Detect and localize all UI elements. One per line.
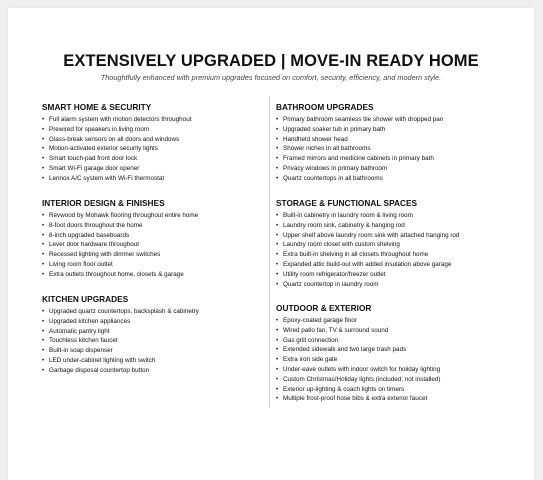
bullet-icon: • xyxy=(276,326,279,334)
list-item xyxy=(276,270,459,280)
bullet-icon: • xyxy=(276,336,279,344)
list-item xyxy=(42,164,191,174)
bullet-icon: • xyxy=(42,135,45,143)
list-item xyxy=(42,356,199,366)
list-item xyxy=(42,231,198,241)
bullet-icon: • xyxy=(276,395,279,403)
bullet-icon: • xyxy=(276,155,279,163)
list-item xyxy=(276,385,441,395)
list-item-text: LED under-cabinet lighting with switch xyxy=(49,356,156,364)
list-item-text: Upgraded quartz countertops, backsplash & cabinetry xyxy=(49,308,199,315)
list-item xyxy=(42,115,191,125)
bullet-icon: • xyxy=(276,164,279,172)
list-item xyxy=(276,240,459,250)
section-title: STORAGE & FUNCTIONAL SPACES xyxy=(276,198,418,208)
bullet-icon: • xyxy=(276,260,279,268)
list-item xyxy=(276,164,443,174)
section-title: OUTDOOR & EXTERIOR xyxy=(276,303,372,313)
list-item-text: Recessed lighting with dimmer switches xyxy=(49,251,161,259)
list-item xyxy=(42,317,199,327)
bullet-icon: • xyxy=(42,366,45,374)
list-item xyxy=(42,346,199,356)
section-kitchen xyxy=(42,294,199,376)
flyer-page xyxy=(8,8,534,480)
bullet-icon: • xyxy=(42,356,45,364)
bullet-icon: • xyxy=(42,212,45,219)
bullet-icon: • xyxy=(42,337,45,345)
bullet-icon: • xyxy=(276,135,279,143)
bullet-icon: • xyxy=(276,375,279,383)
list-item xyxy=(42,125,191,135)
section-title: SMART HOME & SECURITY xyxy=(42,102,152,112)
section-smart-home xyxy=(42,102,191,184)
list-item xyxy=(276,125,443,135)
bullet-icon: • xyxy=(42,270,45,278)
list-item-text: Custom Christmas/Holiday lights (included; not installed) xyxy=(283,375,441,383)
list-item-text: Lever door hardware throughout xyxy=(49,241,139,249)
list-item-text: Wired patio fan, TV & surround sound xyxy=(283,326,389,334)
list-item xyxy=(276,211,459,221)
list-item xyxy=(42,240,198,250)
bullet-icon: • xyxy=(42,116,45,123)
list-item-text: Lennox A/C system with Wi-Fi thermostat xyxy=(49,174,165,182)
feature-list xyxy=(276,211,459,289)
list-item-text: Under-eave outlets with indoor switch for holiday lighting xyxy=(283,365,441,373)
section-outdoor xyxy=(276,303,441,404)
list-item xyxy=(42,221,198,231)
bullet-icon: • xyxy=(42,164,45,172)
list-item-text: Laundry room closet with custom shelving xyxy=(283,241,400,249)
feature-list xyxy=(276,115,443,184)
bullet-icon: • xyxy=(276,317,279,324)
list-item xyxy=(42,307,199,317)
bullet-icon: • xyxy=(42,308,45,315)
section-interior xyxy=(42,198,198,280)
list-item xyxy=(276,154,443,164)
list-item xyxy=(42,154,191,164)
bullet-icon: • xyxy=(276,251,279,259)
bullet-icon: • xyxy=(276,280,279,288)
list-item xyxy=(276,260,459,270)
list-item-text: Expanded attic build-out with added insulation above garage xyxy=(283,260,452,268)
page-title: EXTENSIVELY UPGRADED | MOVE-IN READY HOME xyxy=(63,52,479,70)
bullet-icon: • xyxy=(42,251,45,259)
bullet-icon: • xyxy=(276,365,279,373)
list-item-text: Multiple frost-proof hose bibs & extra exterior faucet xyxy=(283,395,428,403)
list-item-text: Extra outlets throughout home, closets & garage xyxy=(49,270,184,278)
section-title: BATHROOM UPGRADES xyxy=(276,102,374,112)
feature-list xyxy=(276,316,441,404)
bullet-icon: • xyxy=(42,125,45,133)
section-bathroom xyxy=(276,102,443,184)
bullet-icon: • xyxy=(276,116,279,123)
bullet-icon: • xyxy=(276,241,279,249)
list-item-text: Smart touch-pad front door lock xyxy=(49,155,138,163)
list-item xyxy=(276,221,459,231)
list-item-text: Framed mirrors and medicine cabinets in primary bath xyxy=(283,155,434,163)
list-item-text: Upper shelf above laundry room sink with attached hanging rod xyxy=(283,231,460,239)
column-divider xyxy=(269,96,270,408)
list-item-text: Quartz countertop in laundry room xyxy=(283,280,379,288)
list-item-text: Gas grill connection xyxy=(283,336,339,344)
list-item xyxy=(42,144,191,154)
bullet-icon: • xyxy=(276,346,279,354)
bullet-icon: • xyxy=(42,174,45,182)
list-item-text: Primary bathroom seamless tile shower with dropped pan xyxy=(283,116,444,123)
bullet-icon: • xyxy=(276,145,279,153)
list-item xyxy=(276,316,441,326)
list-item-text: Handheld shower head xyxy=(283,135,348,143)
bullet-icon: • xyxy=(276,212,279,219)
feature-list xyxy=(42,211,198,280)
list-item xyxy=(42,260,198,270)
bullet-icon: • xyxy=(42,145,45,153)
list-item-text: Laundry room sink, cabinetry & hanging rod xyxy=(283,221,405,229)
list-item-text: Epoxy-coated garage floor xyxy=(283,317,357,324)
list-item-text: Living room floor outlet xyxy=(49,260,113,268)
list-item-text: Touchless kitchen faucet xyxy=(49,337,118,345)
section-storage xyxy=(276,198,459,289)
list-item-text: Extended sidewalk and two large trash pads xyxy=(283,346,407,354)
feature-list xyxy=(42,307,199,376)
bullet-icon: • xyxy=(276,221,279,229)
bullet-icon: • xyxy=(42,231,45,239)
list-item-text: Shower niches in all bathrooms xyxy=(283,145,371,153)
list-item xyxy=(276,326,441,336)
bullet-icon: • xyxy=(276,231,279,239)
list-item xyxy=(276,250,459,260)
list-item-text: 8-foot doors throughout the home xyxy=(49,221,143,229)
bullet-icon: • xyxy=(276,270,279,278)
list-item xyxy=(276,115,443,125)
bullet-icon: • xyxy=(276,174,279,182)
list-item xyxy=(42,336,199,346)
list-item xyxy=(42,327,199,337)
list-item xyxy=(276,280,459,290)
list-item xyxy=(276,375,441,385)
section-title: KITCHEN UPGRADES xyxy=(42,294,129,304)
list-item-text: Full alarm system with motion detectors throughout xyxy=(49,116,192,123)
list-item xyxy=(276,174,443,184)
list-item xyxy=(276,355,441,365)
list-item-text: Quartz countertops in all bathrooms xyxy=(283,174,383,182)
list-item xyxy=(276,231,459,241)
list-item xyxy=(42,270,198,280)
bullet-icon: • xyxy=(276,385,279,393)
list-item xyxy=(276,394,441,404)
list-item-text: Built-in cabinetry in laundry room & living room xyxy=(283,212,413,219)
bullet-icon: • xyxy=(42,260,45,268)
list-item-text: Privacy windows in primary bathroom xyxy=(283,164,388,172)
list-item xyxy=(42,366,199,376)
list-item-text: Built-in soap dispenser xyxy=(49,347,113,355)
bullet-icon: • xyxy=(42,327,45,335)
list-item xyxy=(42,174,191,184)
list-item-text: Motion-activated exterior security lights xyxy=(49,145,158,153)
bullet-icon: • xyxy=(276,356,279,364)
list-item-text: 6-inch upgraded baseboards xyxy=(49,231,130,239)
list-item xyxy=(42,211,198,221)
list-item-text: Extra iron side gate xyxy=(283,356,338,364)
list-item-text: Garbage disposal countertop button xyxy=(49,366,150,374)
bullet-icon: • xyxy=(42,221,45,229)
list-item xyxy=(42,250,198,260)
list-item xyxy=(276,135,443,145)
list-item-text: Upgraded soaker tub in primary bath xyxy=(283,125,386,133)
list-item-text: Smart Wi-Fi garage door opener xyxy=(49,164,140,172)
bullet-icon: • xyxy=(42,155,45,163)
bullet-icon: • xyxy=(276,125,279,133)
list-item-text: Glass-break sensors on all doors and windows xyxy=(49,135,180,143)
list-item xyxy=(276,144,443,154)
list-item-text: Automatic pantry light xyxy=(49,327,110,335)
list-item-text: Exterior up-lighting & coach lights on timers xyxy=(283,385,405,393)
list-item xyxy=(276,365,441,375)
bullet-icon: • xyxy=(42,317,45,325)
list-item xyxy=(42,135,191,145)
feature-list xyxy=(42,115,191,184)
list-item xyxy=(276,336,441,346)
list-item-text: Prewired for speakers in living room xyxy=(49,125,150,133)
bullet-icon: • xyxy=(42,241,45,249)
list-item-text: Extra built-in shelving in all closets throughout home xyxy=(283,251,429,259)
section-title: INTERIOR DESIGN & FINISHES xyxy=(42,198,165,208)
list-item-text: Utility room refrigerator/freezer outlet xyxy=(283,270,386,278)
list-item xyxy=(276,345,441,355)
page-subtitle: Thoughtfully enhanced with premium upgrades focused on comfort, security, efficiency, and modern style. xyxy=(100,73,442,82)
list-item-text: Revwood by Mohawk flooring throughout entire home xyxy=(49,212,199,219)
bullet-icon: • xyxy=(42,347,45,355)
list-item-text: Upgraded kitchen appliances xyxy=(49,317,131,325)
